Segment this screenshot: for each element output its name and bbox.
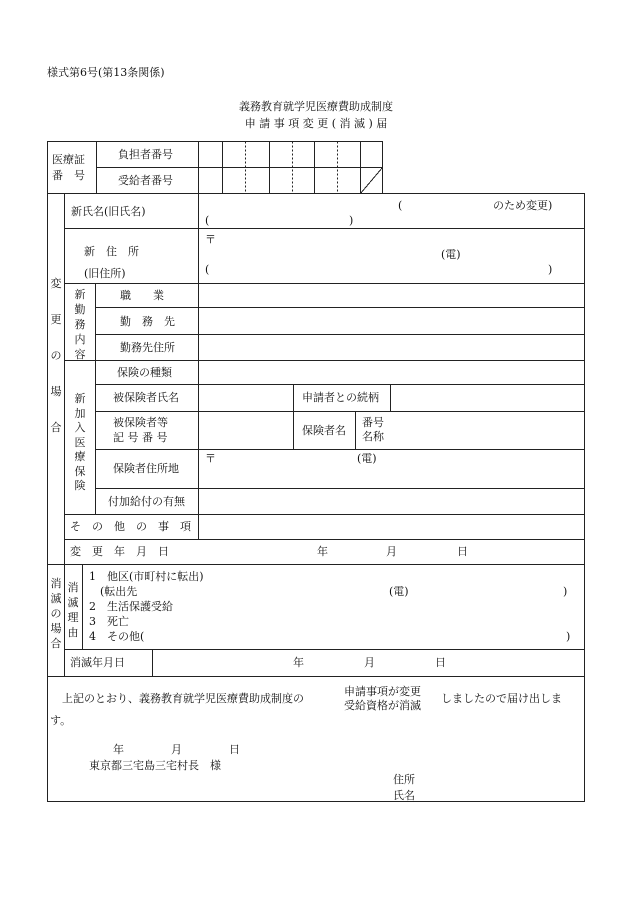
change-date-day: 日 bbox=[457, 545, 468, 558]
declaration-option-extinction: 受給資格が消滅 bbox=[344, 699, 421, 712]
insurer-number-label: 番号 bbox=[362, 416, 384, 429]
extinction-date-label: 消滅年月日 bbox=[70, 656, 125, 669]
employment-section-label: 新勤務内容 bbox=[74, 288, 86, 361]
reason-welfare: 2 生活保護受給 bbox=[89, 600, 173, 613]
declaration-prefix: 上記のとおり、義務教育就学児医療費助成制度の bbox=[62, 692, 304, 705]
insured-name-label: 被保険者氏名 bbox=[113, 391, 179, 404]
old-address-open: ( bbox=[205, 263, 210, 276]
insurer-tel-label: (電) bbox=[357, 452, 377, 465]
extinction-date-month: 月 bbox=[364, 656, 375, 669]
declaration-date-month: 月 bbox=[171, 743, 182, 756]
address-tel-label: (電) bbox=[441, 248, 461, 261]
form-title-line1: 義務教育就学児医療費助成制度 bbox=[239, 100, 393, 113]
reason-death: 3 死亡 bbox=[89, 615, 129, 628]
medical-card-label-line1: 医療証 bbox=[52, 153, 85, 166]
extinction-date-day: 日 bbox=[435, 656, 446, 669]
extra-benefit-label: 付加給付の有無 bbox=[108, 495, 185, 508]
declaration-option-change: 申請事項が変更 bbox=[344, 685, 421, 698]
insurer-address-label: 保険者住所地 bbox=[113, 462, 179, 475]
moved-to-tel-label: (電) bbox=[389, 585, 409, 598]
insurer-name-label: 保険者名 bbox=[302, 424, 346, 437]
form-title-line2: 申 請 事 項 変 更 ( 消 滅 ) 届 bbox=[244, 117, 388, 130]
insured-code-label-line1: 被保険者等 bbox=[113, 416, 168, 429]
declaration-date-year: 年 bbox=[113, 743, 124, 756]
other-items-label: そ の 他 の 事 項 bbox=[70, 520, 191, 533]
change-date-year: 年 bbox=[317, 545, 328, 558]
declaration-date-day: 日 bbox=[229, 743, 240, 756]
form-number: 様式第6号(第13条関係) bbox=[47, 66, 165, 79]
change-reason-open: ( bbox=[398, 199, 403, 212]
old-address-close: ) bbox=[548, 263, 553, 276]
reason-other-close: ) bbox=[566, 630, 571, 643]
occupation-label: 職 業 bbox=[120, 289, 164, 302]
declaration-suffix: しましたので届け出しま bbox=[441, 692, 562, 705]
insurer-postal-mark: 〒 bbox=[205, 452, 216, 465]
insurance-section-label: 新加入医療保険 bbox=[74, 392, 86, 492]
old-name-open: ( bbox=[205, 214, 210, 227]
new-address-label: 新 住 所 bbox=[84, 245, 139, 258]
old-address-label: (旧住所) bbox=[84, 267, 126, 280]
burden-number-label: 負担者番号 bbox=[118, 148, 173, 161]
reason-moved-out: 1 他区(市町村に転出) bbox=[89, 570, 204, 583]
old-name-close: ) bbox=[349, 214, 354, 227]
recipient-number-label: 受給者番号 bbox=[118, 174, 173, 187]
insured-code-label-line2: 記 号 番 号 bbox=[113, 431, 168, 444]
extinction-reason-label: 消滅理由 bbox=[67, 581, 79, 639]
insurance-type-label: 保険の種類 bbox=[117, 366, 172, 379]
addressee: 東京都三宅島三宅村長 様 bbox=[89, 759, 221, 772]
applicant-address-label: 住所 bbox=[393, 773, 415, 786]
moved-to-label: (転出先 bbox=[100, 585, 138, 598]
change-section-label: 変更の場合 bbox=[50, 277, 62, 434]
change-date-month: 月 bbox=[386, 545, 397, 558]
insurer-title-label: 名称 bbox=[362, 430, 384, 443]
extinction-date-year: 年 bbox=[293, 656, 304, 669]
declaration-suffix-wrap: す。 bbox=[50, 714, 72, 727]
reason-other: 4 その他( bbox=[89, 630, 145, 643]
medical-card-label-line2: 番 号 bbox=[52, 169, 85, 182]
postal-mark: 〒 bbox=[205, 233, 216, 246]
workplace-label: 勤 務 先 bbox=[120, 315, 175, 328]
change-date-label: 変 更 年 月 日 bbox=[70, 545, 169, 558]
extinction-section-label: 消滅の場合 bbox=[50, 577, 62, 650]
new-name-label: 新氏名(旧氏名) bbox=[71, 205, 146, 218]
workplace-address-label: 勤務先住所 bbox=[120, 341, 175, 354]
applicant-name-label: 氏名 bbox=[393, 789, 415, 802]
change-reason-suffix: のため変更) bbox=[493, 199, 553, 212]
moved-to-close: ) bbox=[563, 585, 568, 598]
relation-label: 申請者との続柄 bbox=[302, 391, 379, 404]
